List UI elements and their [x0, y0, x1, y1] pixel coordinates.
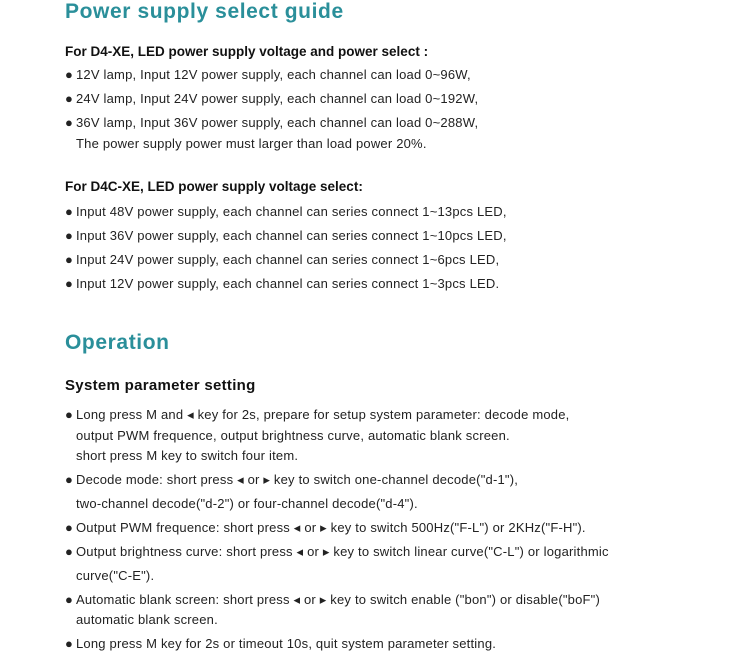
- list-item: ● 36V lamp, Input 36V power supply, each channel can load 0~288W,: [65, 115, 479, 130]
- bullet-icon: ●: [65, 472, 74, 487]
- list-item-continuation: curve("C-E").: [76, 568, 155, 583]
- bullet-icon: ●: [65, 407, 74, 422]
- bullet-icon: ●: [65, 636, 74, 651]
- bullet-icon: ●: [65, 544, 74, 559]
- d4xe-heading: For D4-XE, LED power supply voltage and power select :: [65, 44, 429, 59]
- list-item: ● Output PWM frequence: short press ◂ or ▸ key to switch 500Hz("F-L") or 2KHz("F-H").: [65, 520, 586, 535]
- list-item: ● Long press M and ◂ key for 2s, prepare for setup system parameter: decode mode,: [65, 407, 570, 422]
- bullet-icon: ●: [65, 67, 74, 82]
- list-item-continuation: output PWM frequence, output brightness curve, automatic blank screen.: [76, 428, 510, 443]
- list-item: ● 24V lamp, Input 24V power supply, each channel can load 0~192W,: [65, 91, 479, 106]
- d4cxe-heading: For D4C-XE, LED power supply voltage select:: [65, 179, 363, 194]
- list-item: ● Input 36V power supply, each channel can series connect 1~10pcs LED,: [65, 228, 507, 243]
- list-item: ● Automatic blank screen: short press ◂ or ▸ key to switch enable ("bon") or disable("boF"): [65, 592, 601, 607]
- list-item-continuation: two-channel decode("d-2") or four-channel decode("d-4").: [76, 496, 418, 511]
- list-item: ● Input 24V power supply, each channel can series connect 1~6pcs LED,: [65, 252, 500, 267]
- list-item: ● 12V lamp, Input 12V power supply, each channel can load 0~96W,: [65, 67, 471, 82]
- bullet-icon: ●: [65, 204, 74, 219]
- list-item: ● Decode mode: short press ◂ or ▸ key to switch one-channel decode("d-1"),: [65, 472, 519, 487]
- d4xe-note: The power supply power must larger than load power 20%.: [76, 136, 427, 151]
- bullet-icon: ●: [65, 520, 74, 535]
- bullet-icon: ●: [65, 228, 74, 243]
- list-item: ● Input 12V power supply, each channel can series connect 1~3pcs LED.: [65, 276, 500, 291]
- bullet-icon: ●: [65, 276, 74, 291]
- operation-title: Operation: [65, 331, 170, 354]
- list-item: ● Input 48V power supply, each channel can series connect 1~13pcs LED,: [65, 204, 507, 219]
- bullet-icon: ●: [65, 91, 74, 106]
- bullet-icon: ●: [65, 592, 74, 607]
- list-item-continuation: short press M key to switch four item.: [76, 448, 299, 463]
- list-item-continuation: automatic blank screen.: [76, 612, 218, 627]
- power-section-title: Power supply select guide: [65, 0, 344, 23]
- bullet-icon: ●: [65, 115, 74, 130]
- list-item: ● Output brightness curve: short press ◂ or ▸ key to switch linear curve("C-L") or logarithmic: [65, 544, 609, 559]
- list-item: ● Long press M key for 2s or timeout 10s, quit system parameter setting.: [65, 636, 497, 651]
- bullet-icon: ●: [65, 252, 74, 267]
- operation-subtitle: System parameter setting: [65, 377, 256, 394]
